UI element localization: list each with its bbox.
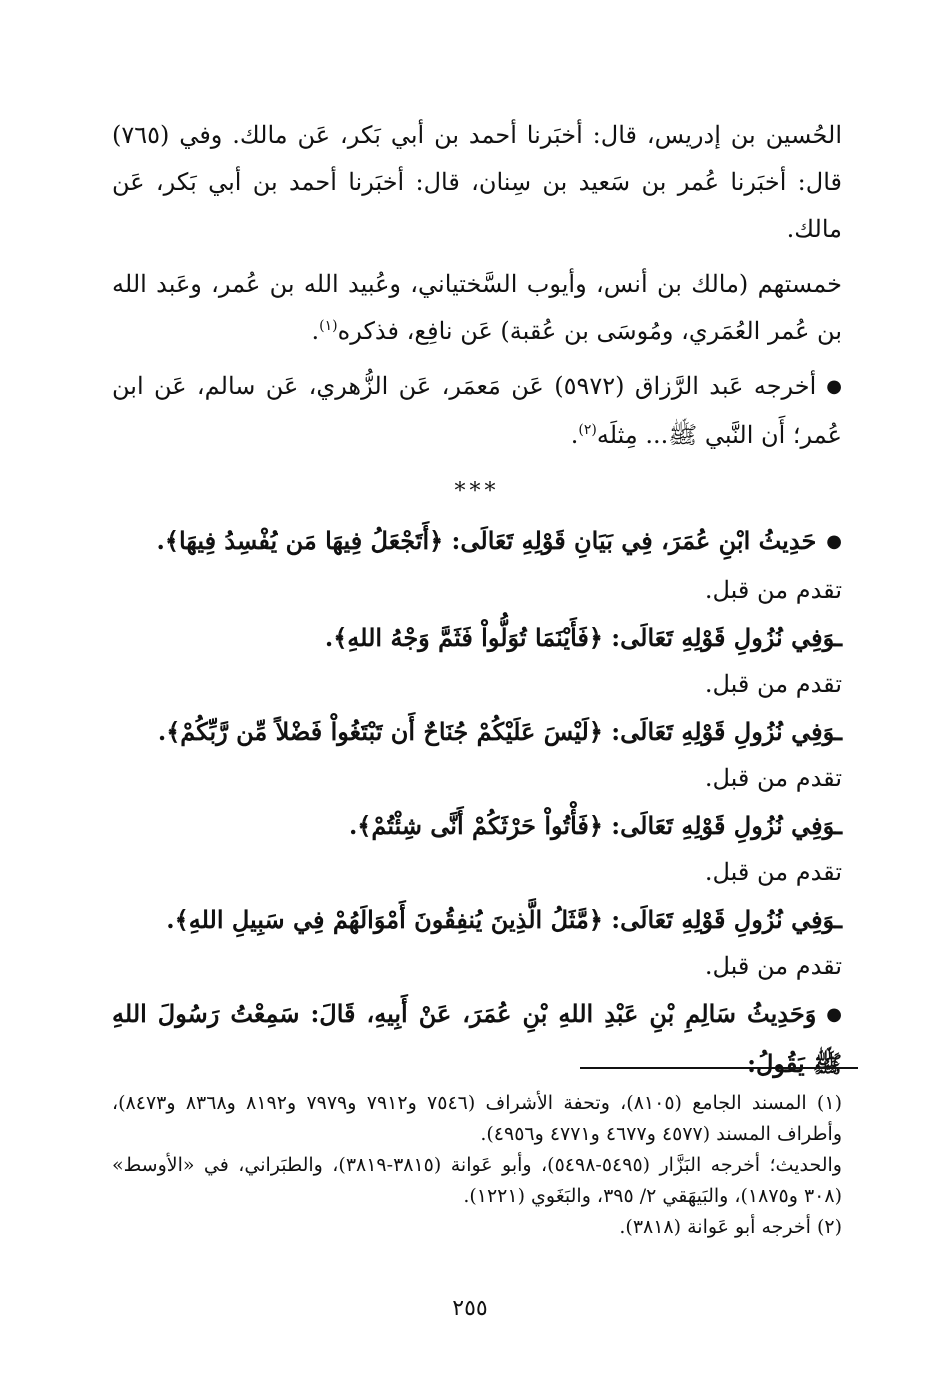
footnote-1-continued: والحديث؛ أخرجه البَزَّار (٥٤٩٥-٥٤٩٨)، وأبو عَوانة (٣٨١٥-٣٨١٩)، والطبَراني، في «الأوسط» (٣٠٨ و١٨٧٥)، والبَيهَقي ٢/ ٣٩٥، والبَغَوي (١٢٢١).: [112, 1154, 842, 1207]
paragraph-summary-text: خمستهم (مالك بن أنس، وأيوب السَّختياني، وعُبيد الله بن عُمر، وعَبد الله بن عُمر العُمَري، ومُوسَى بن عُقبة) عَن نافِع، فذكره: [112, 270, 842, 345]
item-note: تقدم من قبل.: [704, 858, 842, 886]
item-note: تقدم من قبل.: [704, 576, 842, 604]
paragraph-summary: [112, 261, 842, 355]
footnote-ref-1: (١): [319, 318, 338, 334]
page-number: ٢٥٥: [452, 1296, 488, 1321]
item-heading: ـوَفِي نُزُولِ قَوْلِهِ تَعَالَى: ﴿فَأْتُواْ حَرْثَكُمْ أَنَّى شِئْتُمْ﴾.: [348, 811, 842, 840]
paragraph-takhrij-text: أخرجه عَبد الرَّزاق (٥٩٧٢) عَن مَعمَر، عَن الزُّهري، عَن سالم، عَن ابن عُمر؛ أَن النَّبي ﷺ... مِثلَه: [112, 372, 842, 449]
item-note: تقدم من قبل.: [704, 952, 842, 980]
item-note: تقدم من قبل.: [704, 764, 842, 792]
final-item-heading: [112, 990, 842, 1087]
item-heading: ـوَفِي نُزُولِ قَوْلِهِ تَعَالَى: ﴿لَيْسَ عَلَيْكُمْ جُنَاحٌ أَن تَبْتَغُواْ فَضْلاً مِّن رَّبِّكُمْ﴾.: [157, 717, 842, 746]
paragraph-summary-end: .: [311, 317, 320, 345]
final-item-text: وَحَدِيثُ سَالِمِ بْنِ عَبْدِ اللهِ بْنِ عُمَرَ، عَنْ أَبِيهِ، قَالَ: سَمِعْتُ رَسُولَ اللهِ ﷺ يَقُولُ:: [112, 999, 842, 1078]
item-heading: ـوَفِي نُزُولِ قَوْلِهِ تَعَالَى: ﴿فَأَيْنَمَا تُوَلُّواْ فَثَمَّ وَجْهُ اللهِ﴾.: [324, 623, 842, 652]
footnote-1: (١) المسند الجامع (٨١٠٥)، وتحفة الأشراف (٧٥٤٦ و٧٩١٢ و٧٩٧٩ و٨١٩٢ و٨٣٦٨ و٨٤٧٣)، وأطراف المسند (٤٥٧٧ و٤٦٧٧ و٤٧٧١ و٤٩٥٦).: [112, 1092, 842, 1145]
bullet-icon: [826, 990, 842, 1040]
item-text: حَدِيثُ ابْنِ عُمَرَ، فِي بَيَانِ قَوْلِهِ تَعَالَى: ﴿أَتَجْعَلُ فِيهَا مَن يُفْسِدُ فِيهَا﴾.: [156, 526, 817, 555]
bullet-icon: [826, 363, 842, 412]
item-heading: ـوَفِي نُزُولِ قَوْلِهِ تَعَالَى: ﴿مَّثَلُ الَّذِينَ يُنفِقُونَ أَمْوَالَهُمْ فِي سَبِيلِ اللهِ﴾.: [166, 905, 842, 934]
footnote-divider: [580, 1067, 858, 1069]
paragraph-takhrij: [112, 363, 842, 459]
main-text: [112, 112, 842, 1087]
paragraph-chain: الحُسين بن إدريس، قال: أخبَرنا أحمد بن أبي بَكر، عَن مالك. وفي (٧٦٥) قال: أخبَرنا عُمر بن سَعيد بن سِنان، قال: أخبَرنا أحمد بن أبي بَكر، عَن مالك.: [112, 121, 842, 243]
footnote-ref-2: (٢): [578, 422, 597, 438]
footnotes: [112, 1088, 842, 1243]
footnote-2: (٢) أخرجه أبو عَوانة (٣٨١٨).: [619, 1216, 842, 1238]
bullet-icon: [826, 517, 842, 567]
item-note: تقدم من قبل.: [704, 670, 842, 698]
paragraph-takhrij-end: .: [570, 421, 579, 449]
section-separator: ***: [454, 479, 500, 504]
item-heading: [112, 517, 842, 567]
